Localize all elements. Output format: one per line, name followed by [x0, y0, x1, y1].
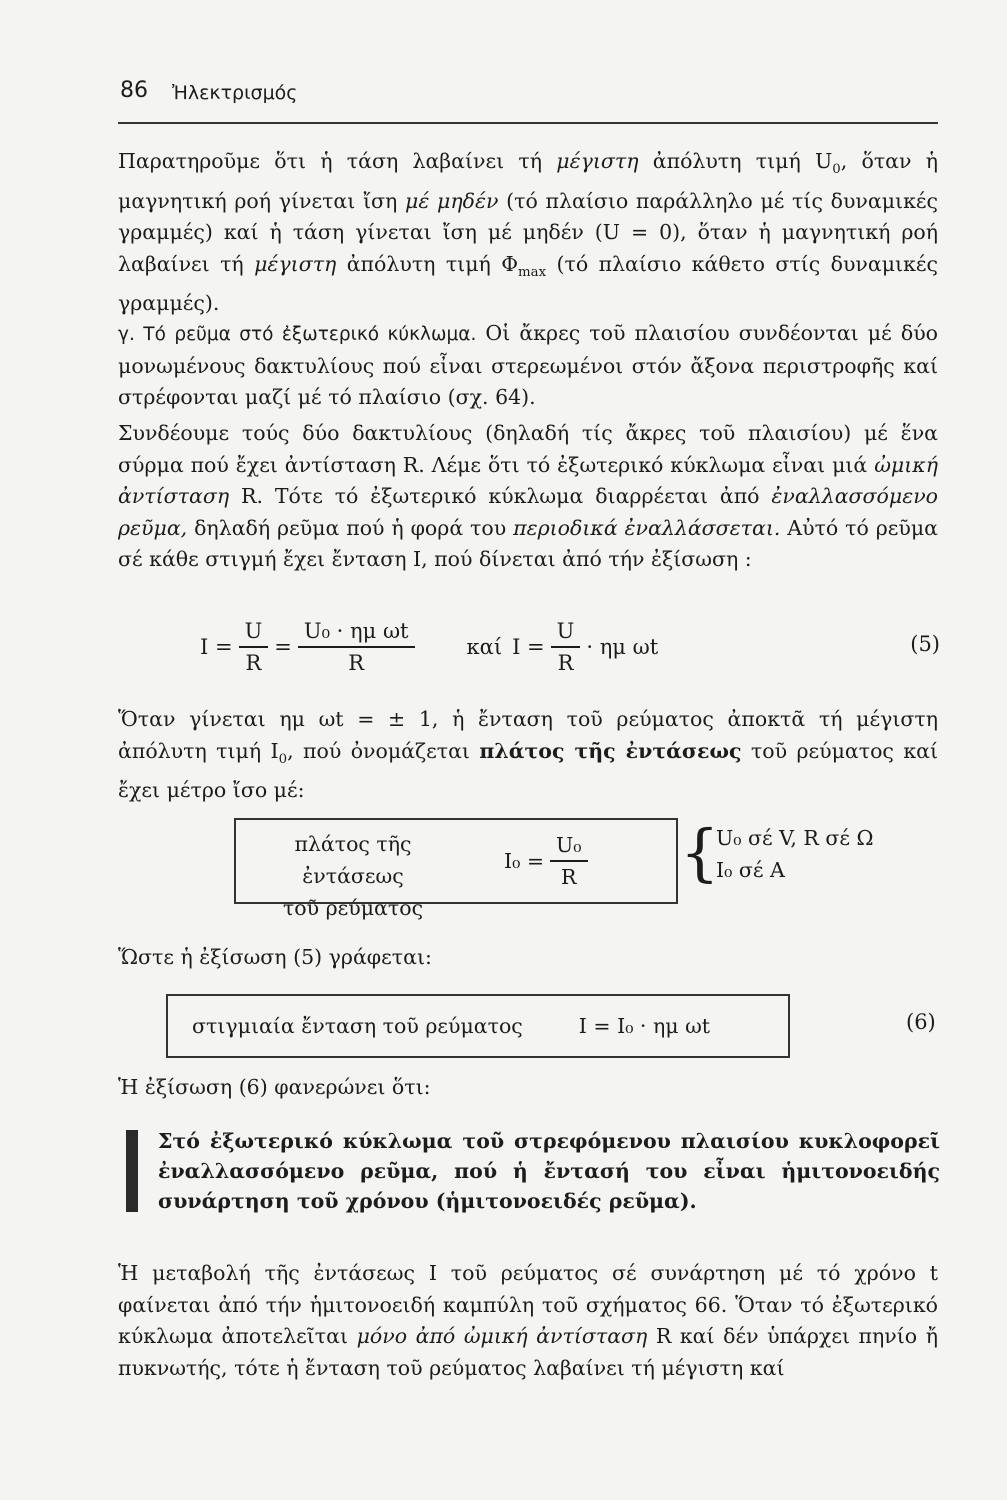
paragraph-2: γ. Τό ρεῦμα στό ἐξωτερικό κύκλωμα. Οἱ ἄκρες τοῦ πλαισίου συνδέονται μέ δύο μονωμένους δακτυλίους πού εἶναι στερεωμένοι στόν ἄξονα περιστροφῆς καί στρέφονται μαζί μέ τό πλαίσιο (σχ. 64). [118, 321, 938, 409]
paragraph-1: Παρατηροῦμε ὅτι ἡ τάση λαβαίνει τή μέγιστη ἀπόλυτη τιμή $U_0$, ὅταν ἡ μαγνητική ροή γίνεται ἴση μέ μηδέν (τό πλαίσιο παράλληλο μέ τίς δυναμικές γραμμές) καί ἡ τάση γίνεται ἴση μέ μηδέν (U = 0), ὅταν ἡ μαγνητική ροή λαβαίνει τή μέγιστη ἀπόλυτη τιμή $\Phi_{max}$ (τό πλαίσιο κάθετο στίς δυναμικές γραμμές). [118, 149, 939, 316]
paragraph-3: Συνδέουμε τούς δύο δακτυλίους (δηλαδή τίς ἄκρες τοῦ πλαισίου) μέ ἕνα σύρμα πού ἔχει ἀντίσταση R. Λέμε ὅτι τό ἐξωτερικό κύκλωμα εἶναι μιά ὠμική ἀντίσταση R. Τότε τό ἐξωτερικό κύκλωμα διαρρέεται ἀπό ἐναλλασσόμενο ρεῦμα, δηλαδή ρεῦμα πού ἡ φορά του περιοδικά ἐναλλάσσεται. Αὐτό τό ρεῦμα σέ κάθε στιγμή ἔχει ἔνταση I, πού δίνεται ἀπό τήν ἐξίσωση : [118, 421, 939, 571]
paragraph-6: Ἡ ἐξίσωση (6) φανερώνει ὅτι: [118, 1075, 431, 1099]
section-heading: γ. Τό ρεῦμα στό ἐξωτερικό κύκλωμα. [118, 324, 477, 345]
units-note: U₀ σέ V, R σέ Ω I₀ σέ A [716, 826, 874, 882]
paragraph-7: Ἡ μεταβολή τῆς ἐντάσεως I τοῦ ρεύματος σέ συνάρτηση μέ τό χρόνο t φαίνεται ἀπό τήν ἡμιτονοειδή καμπύλη τοῦ σχήματος 66. Ὅταν τό ἐξωτερικό κύκλωμα ἀποτελεῖται μόνο ἀπό ὠμική ἀντίσταση R καί δέν ὑπάρχει πηνίο ἤ πυκνωτής, τότε ἡ ἔνταση τοῦ ρεύματος λαβαίνει τή μέγιστη καί [118, 1261, 938, 1380]
equation-5: I = $\frac{U}{R}$ = $\frac{\text{U₀ · ημ ωt}}{R}$ καί I = $\frac{U}{R}$ · ημ ωt (5) [200, 619, 940, 675]
brace: { [680, 816, 720, 889]
emphasis-bar [126, 1130, 138, 1212]
running-title: Ἠλεκτρισμός [172, 82, 298, 104]
paragraph-4: Ὅταν γίνεται ημ ωt = ± 1, ἡ ἔνταση τοῦ ρεύματος ἀποκτᾶ τή μέγιστη ἀπόλυτη τιμή $I_0$, πού ὀνομάζεται πλάτος τῆς ἐντάσεως τοῦ ρεύματος καί ἔχει μέτρο ἴσο μέ: [118, 707, 939, 803]
fraction: $\frac{\text{U₀}}{R}$ [550, 832, 588, 890]
paragraph-5: Ὥστε ἡ ἐξίσωση (5) γράφεται: [118, 945, 432, 969]
fraction: $\frac{\text{U₀ · ημ ωt}}{R}$ [298, 618, 415, 676]
header-rule [118, 122, 938, 124]
key-statement: Στό ἐξωτερικό κύκλωμα τοῦ στρεφόμενου πλαισίου κυκλοφορεῖ ἐναλλασσόμενο ρεῦμα, πού ἡ ἔντασή του εἶναι ἡμιτονοειδής συνάρτηση τοῦ χρόνου (ἡμιτονοειδές ρεῦμα). [158, 1129, 940, 1213]
amplitude-definition-box: πλάτος τῆς ἐντάσεως τοῦ ρεύματος I₀ = $\frac{\text{U₀}}{R}$ [234, 818, 678, 904]
equation-number: (6) [906, 1010, 936, 1034]
page-number: 86 [120, 78, 148, 103]
instantaneous-current-box: στιγμιαία ἔνταση τοῦ ρεύματος I = I₀ · ημ ωt [166, 994, 790, 1058]
fraction: $\frac{U}{R}$ [239, 618, 269, 676]
equation-number: (5) [910, 632, 940, 656]
fraction: $\frac{U}{R}$ [551, 618, 581, 676]
